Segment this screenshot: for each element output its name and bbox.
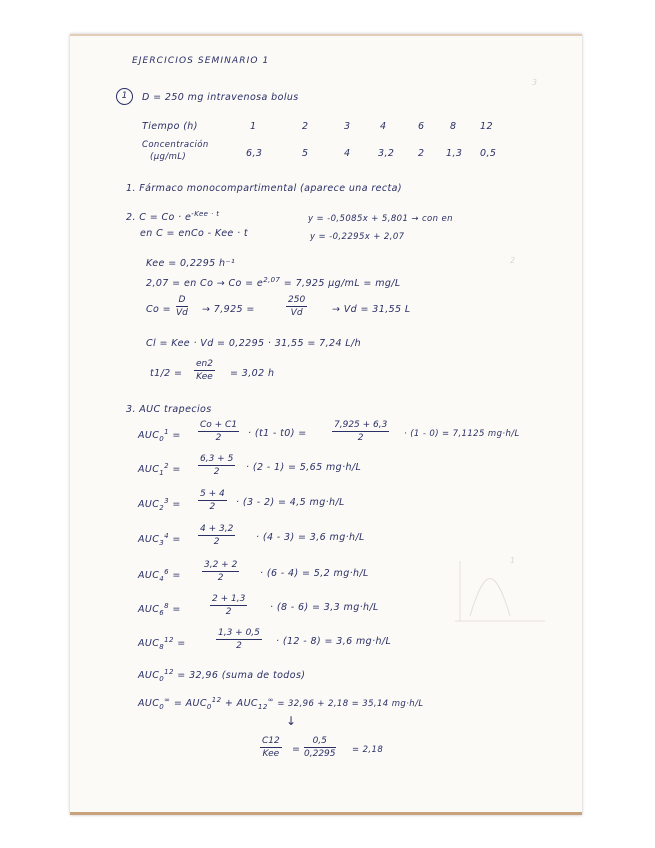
fraction-num: 4 + 3,2 bbox=[200, 524, 234, 534]
auc-sup: ∞ bbox=[267, 696, 274, 704]
vd-fraction-1-num: D bbox=[176, 295, 188, 307]
arrow-down-icon: ↓ bbox=[286, 714, 297, 728]
auc-sub: 1 bbox=[159, 469, 165, 478]
vd-fraction-1 bbox=[176, 295, 188, 318]
time-cell: 1 bbox=[250, 121, 257, 132]
auc-0-12-total bbox=[138, 668, 305, 683]
fraction-den: 2 bbox=[236, 641, 242, 651]
conc-cell: 5 bbox=[302, 148, 309, 159]
auc-sub: 0 bbox=[159, 675, 165, 684]
auc-label: AUC bbox=[138, 534, 160, 546]
page-title: EJERCICIOS SEMINARIO 1 bbox=[132, 56, 270, 66]
auc-0-inf bbox=[138, 696, 423, 711]
tail-fraction-2 bbox=[304, 736, 336, 759]
fraction-num: 5 + 4 bbox=[200, 489, 225, 499]
notebook-page bbox=[70, 34, 582, 815]
fraction-den: 0,2295 bbox=[304, 749, 336, 759]
auc-sub: 4 bbox=[159, 575, 165, 584]
auc-4-6-result: · (6 - 4) = 5,2 mg·h/L bbox=[260, 568, 369, 579]
fraction-num: 6,3 + 5 bbox=[200, 454, 234, 464]
fraction-num: 3,2 + 2 bbox=[204, 560, 238, 570]
auc-label: AUC bbox=[138, 464, 160, 476]
auc-2-3-fraction bbox=[198, 489, 227, 512]
time-cell: 4 bbox=[380, 121, 387, 132]
conc-cell: 2 bbox=[418, 148, 425, 159]
vd-fraction-1-den: Vd bbox=[176, 308, 188, 318]
auc-6-8-result: · (8 - 6) = 3,3 mg·h/L bbox=[270, 602, 379, 613]
auc-label: AUC bbox=[138, 638, 160, 650]
auc-6-8-fraction bbox=[210, 594, 247, 617]
auc-sub: 0 bbox=[159, 435, 165, 444]
time-row-label: Tiempo (h) bbox=[142, 121, 198, 132]
auc-2-3-label: $AUC_2^3$ = bbox=[138, 497, 181, 513]
time-cell: 3 bbox=[344, 121, 351, 132]
auc-8-12-label: $AUC_8^{12}$ = bbox=[138, 636, 186, 652]
tail-result: = 2,18 bbox=[352, 745, 384, 755]
regression-1: y = -0,5085x + 5,801 → con en bbox=[308, 214, 453, 224]
thalf-den: Kee bbox=[196, 372, 213, 382]
auc-inf-plus: + AUC bbox=[224, 698, 258, 710]
question-3-heading: 3. AUC trapecios bbox=[126, 404, 212, 415]
fraction-den: 2 bbox=[213, 467, 220, 477]
q2-exponent: -Kee · t bbox=[191, 210, 220, 218]
bleed-through-mark: 1 bbox=[510, 556, 516, 565]
auc-2-3-result: · (3 - 2) = 4,5 mg·h/L bbox=[236, 497, 345, 508]
vd-middle: → 7,925 = bbox=[202, 304, 255, 315]
time-cell: 6 bbox=[418, 121, 425, 132]
auc-label: AUC bbox=[138, 499, 160, 511]
auc-1-2-result: · (2 - 1) = 5,65 mg·h/L bbox=[246, 462, 362, 473]
regression-2: y = -0,2295x + 2,07 bbox=[310, 232, 405, 242]
time-cell: 2 bbox=[302, 121, 309, 132]
fraction-den: Kee bbox=[262, 749, 280, 759]
fraction-num: 1,3 + 0,5 bbox=[218, 628, 260, 638]
kee-result: Kee = 0,2295 h⁻¹ bbox=[146, 258, 236, 269]
auc-sup: 8 bbox=[164, 602, 170, 610]
auc-label: AUC bbox=[138, 698, 160, 710]
auc-0-1-fraction-2 bbox=[332, 420, 389, 443]
auc-8-12-fraction bbox=[216, 628, 262, 651]
auc-label: AUC bbox=[138, 430, 160, 442]
auc-sup: 6 bbox=[164, 568, 170, 576]
clearance-result: Cl = Kee · Vd = 0,2295 · 31,55 = 7,24 L/h bbox=[146, 338, 362, 349]
auc-3-4-result: · (4 - 3) = 3,6 mg·h/L bbox=[256, 532, 365, 543]
vd-fraction-2-num: 250 bbox=[288, 295, 306, 305]
vd-lhs: Co = bbox=[146, 304, 172, 315]
vd-result: → Vd = 31,55 L bbox=[332, 304, 411, 315]
auc-6-8-label: $AUC_6^8$ = bbox=[138, 602, 181, 618]
exercise-number: 1 bbox=[116, 88, 133, 105]
auc-label: AUC bbox=[138, 670, 160, 682]
auc-0-1-result: · (1 - 0) = 7,1125 mg·h/L bbox=[404, 429, 520, 439]
auc-sub: 12 bbox=[257, 703, 268, 712]
fraction-den: 2 bbox=[213, 537, 220, 547]
fraction-den: 2 bbox=[215, 433, 222, 443]
q2-equation-line bbox=[126, 210, 219, 223]
auc-sub: 0 bbox=[206, 703, 212, 712]
auc-4-6-label: $AUC_4^6$ = bbox=[138, 568, 181, 584]
conc-cell: 6,3 bbox=[246, 148, 263, 159]
fraction-den: 2 bbox=[217, 573, 224, 583]
auc-1-2-label: $AUC_1^2$ = bbox=[138, 462, 181, 478]
auc-sub: 0 bbox=[159, 703, 165, 712]
fraction-num: 2 + 1,3 bbox=[212, 594, 246, 604]
auc-sum-value: = 32,96 (suma de todos) bbox=[177, 670, 306, 682]
time-cell: 12 bbox=[480, 121, 493, 132]
q2-equation: 2. C = Co · e bbox=[126, 212, 192, 224]
fraction-num: C12 bbox=[262, 736, 280, 746]
co-exponent: 2,07 bbox=[263, 276, 281, 284]
co-value: = 7,925 μg/mL = mg/L bbox=[283, 278, 401, 290]
auc-sup: 12 bbox=[164, 636, 174, 644]
auc-0-1-middle: · (t1 - t0) = bbox=[248, 428, 307, 439]
co-result bbox=[146, 276, 401, 289]
auc-sup: 12 bbox=[164, 668, 174, 676]
conc-row-label: Concentración bbox=[142, 140, 209, 150]
conc-cell: 1,3 bbox=[446, 148, 463, 159]
vd-fraction-2-den: Vd bbox=[290, 308, 303, 318]
fraction-den: 2 bbox=[225, 607, 232, 617]
bleed-through-mark: 3 bbox=[532, 78, 538, 87]
auc-sub: 3 bbox=[159, 539, 165, 548]
thalf-num: en2 bbox=[196, 359, 213, 369]
conc-cell: 4 bbox=[344, 148, 351, 159]
vd-fraction-2 bbox=[286, 295, 307, 318]
fraction-den: 2 bbox=[209, 502, 216, 512]
auc-8-12-result: · (12 - 8) = 3,6 mg·h/L bbox=[276, 636, 392, 647]
auc-1-2-fraction bbox=[198, 454, 235, 477]
bleed-through-sketch bbox=[450, 556, 550, 626]
auc-label: AUC bbox=[138, 570, 160, 582]
exercise-header: D = 250 mg intravenosa bolus bbox=[142, 92, 299, 103]
auc-label: AUC bbox=[138, 604, 160, 616]
auc-sup: 2 bbox=[164, 462, 170, 470]
bleed-through-mark: 2 bbox=[510, 256, 516, 265]
fraction-num: 7,925 + 6,3 bbox=[334, 420, 388, 430]
fraction-den: 2 bbox=[357, 433, 364, 443]
time-cell: 8 bbox=[450, 121, 457, 132]
auc-inf-middle: = AUC bbox=[173, 698, 207, 710]
thalf-lhs: t1/2 = bbox=[150, 368, 183, 379]
fraction-num: Co + C1 bbox=[200, 420, 238, 430]
auc-sub: 6 bbox=[159, 609, 165, 618]
conc-row-unit: (μg/mL) bbox=[150, 152, 187, 162]
auc-3-4-fraction bbox=[198, 524, 235, 547]
auc-0-1-fraction-1 bbox=[198, 420, 239, 443]
q2-log-equation: en C = enCo - Kee · t bbox=[140, 228, 249, 239]
question-1: 1. Fármaco monocompartimental (aparece una recta) bbox=[126, 183, 402, 194]
auc-sup: 1 bbox=[164, 428, 170, 436]
auc-4-6-fraction bbox=[202, 560, 239, 583]
conc-cell: 3,2 bbox=[378, 148, 395, 159]
auc-sub: 2 bbox=[159, 504, 165, 513]
auc-inf-result: = 32,96 + 2,18 = 35,14 mg·h/L bbox=[277, 699, 424, 710]
co-equation: 2,07 = en Co → Co = e bbox=[146, 278, 264, 290]
conc-cell: 0,5 bbox=[480, 148, 497, 159]
tail-equals: = bbox=[292, 744, 301, 755]
auc-sup: 4 bbox=[164, 532, 170, 540]
thalf-result: = 3,02 h bbox=[230, 368, 275, 379]
auc-sub: 8 bbox=[159, 643, 165, 652]
fraction-num: 0,5 bbox=[304, 736, 336, 748]
tail-fraction-1 bbox=[260, 736, 282, 759]
thalf-fraction bbox=[194, 359, 215, 382]
auc-3-4-label: $AUC_3^4$ = bbox=[138, 532, 181, 548]
auc-sup: ∞ bbox=[164, 696, 171, 704]
auc-sup: 12 bbox=[211, 696, 222, 704]
auc-sup: 3 bbox=[164, 497, 170, 505]
auc-0-1-label: $AUC_0^1$ = bbox=[138, 428, 181, 444]
